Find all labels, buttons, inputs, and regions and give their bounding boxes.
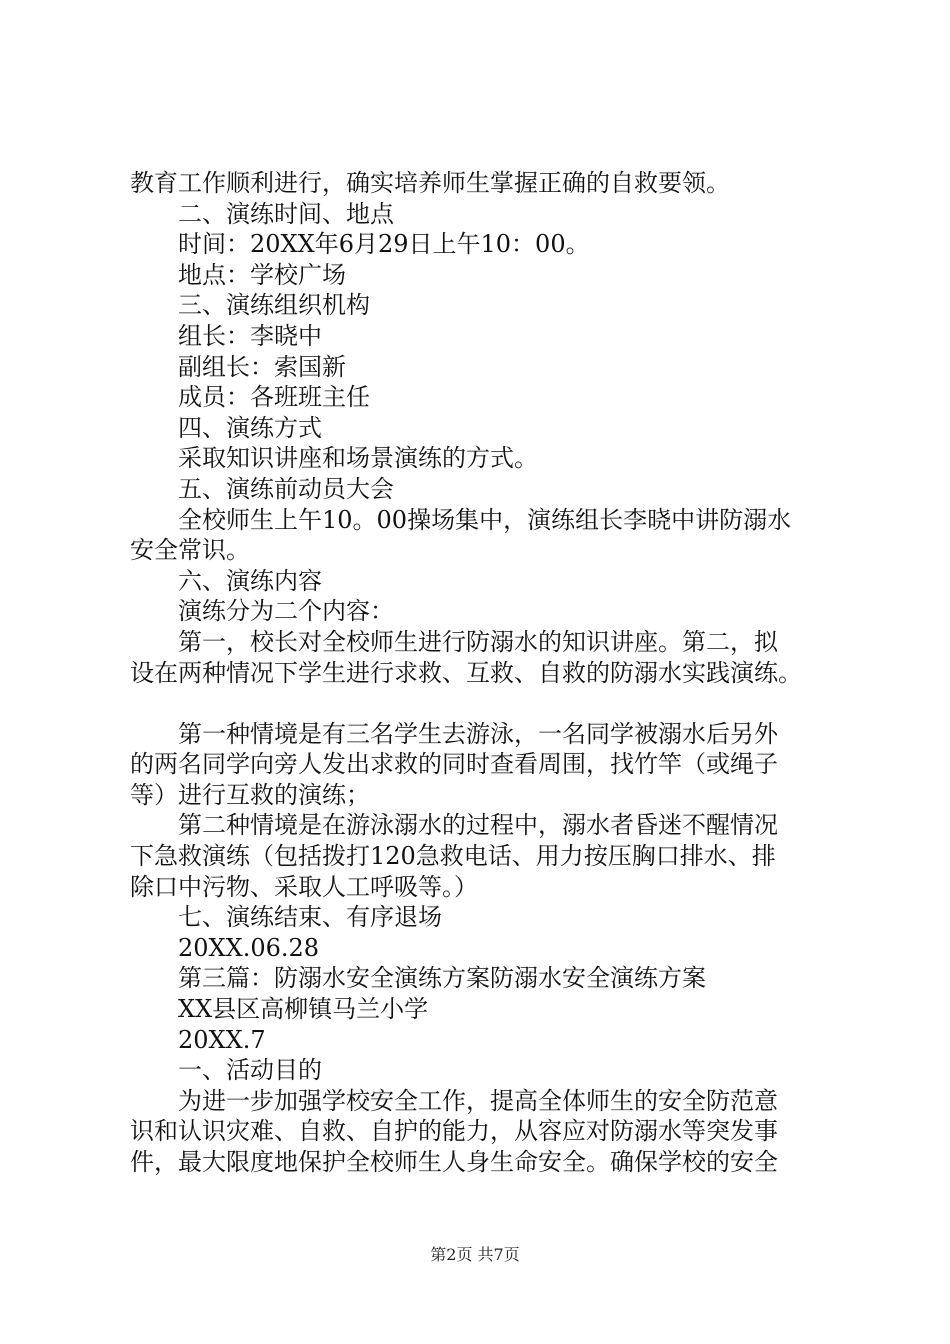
text-line: 的两名同学向旁人发出求救的同时查看周围，找竹竿（或绳子: [130, 750, 778, 779]
text-line: 四、演练方式: [178, 413, 322, 442]
text-line: 七、演练结束、有序退场: [178, 903, 442, 932]
text-line: 组长：李晓中: [178, 321, 322, 350]
text-line: 采取知识讲座和场景演练的方式。: [178, 444, 538, 473]
text-line: 全校师生上午10。00操场集中，演练组长李晓中讲防溺水: [178, 505, 792, 534]
text-line: 安全常识。: [130, 536, 250, 565]
text-line: 为进一步加强学校安全工作，提高全体师生的安全防范意: [178, 1086, 778, 1115]
text-line: 20XX.7: [178, 1025, 266, 1054]
text-line: 件，最大限度地保护全校师生人身生命安全。确保学校的安全: [130, 1148, 778, 1176]
text-line: 教育工作顺利进行，确实培养师生掌握正确的自救要领。: [130, 169, 730, 197]
text-line: 识和认识灾难、自救、自护的能力，从容应对防溺水等突发事: [130, 1117, 778, 1146]
text-line: 副组长：索国新: [178, 352, 346, 381]
text-line: 六、演练内容: [178, 566, 322, 595]
text-line: 五、演练前动员大会: [178, 474, 394, 503]
text-line: 等）进行互救的演练；: [130, 780, 370, 809]
text-line: 设在两种情况下学生进行求救、互救、自救的防溺水实践演练。: [130, 658, 802, 687]
text-line: 下急救演练（包括拨打120急救电话、用力按压胸口排水、排: [130, 842, 776, 871]
text-line: XX县区高柳镇马兰小学: [178, 995, 429, 1024]
text-line: 一、活动目的: [178, 1056, 322, 1085]
text-line: 三、演练组织机构: [178, 291, 370, 320]
text-line: 除口中污物、采取人工呼吸等。）: [130, 872, 478, 901]
document-body: [130, 168, 850, 1178]
text-line: 时间：20XX年6月29日上午10：00。: [178, 230, 590, 259]
text-line: 第一，校长对全校师生进行防溺水的知识讲座。第二，拟: [178, 627, 778, 656]
text-line: 20XX.06.28: [178, 933, 320, 962]
page-footer: 第2页 共7页: [430, 1245, 520, 1264]
text-line: 第三篇：防溺水安全演练方案防溺水安全演练方案: [178, 964, 706, 993]
text-line: 演练分为二个内容：: [178, 597, 394, 626]
text-line: 第二种情境是在游泳溺水的过程中，溺水者昏迷不醒情况: [178, 811, 778, 840]
text-line: 第一种情境是有三名学生去游泳，一名同学被溺水后另外: [178, 719, 778, 748]
text-line: 二、演练时间、地点: [178, 199, 394, 228]
text-line: 成员：各班班主任: [178, 383, 370, 412]
text-line: 地点：学校广场: [178, 260, 346, 289]
blank-line: [130, 688, 850, 719]
